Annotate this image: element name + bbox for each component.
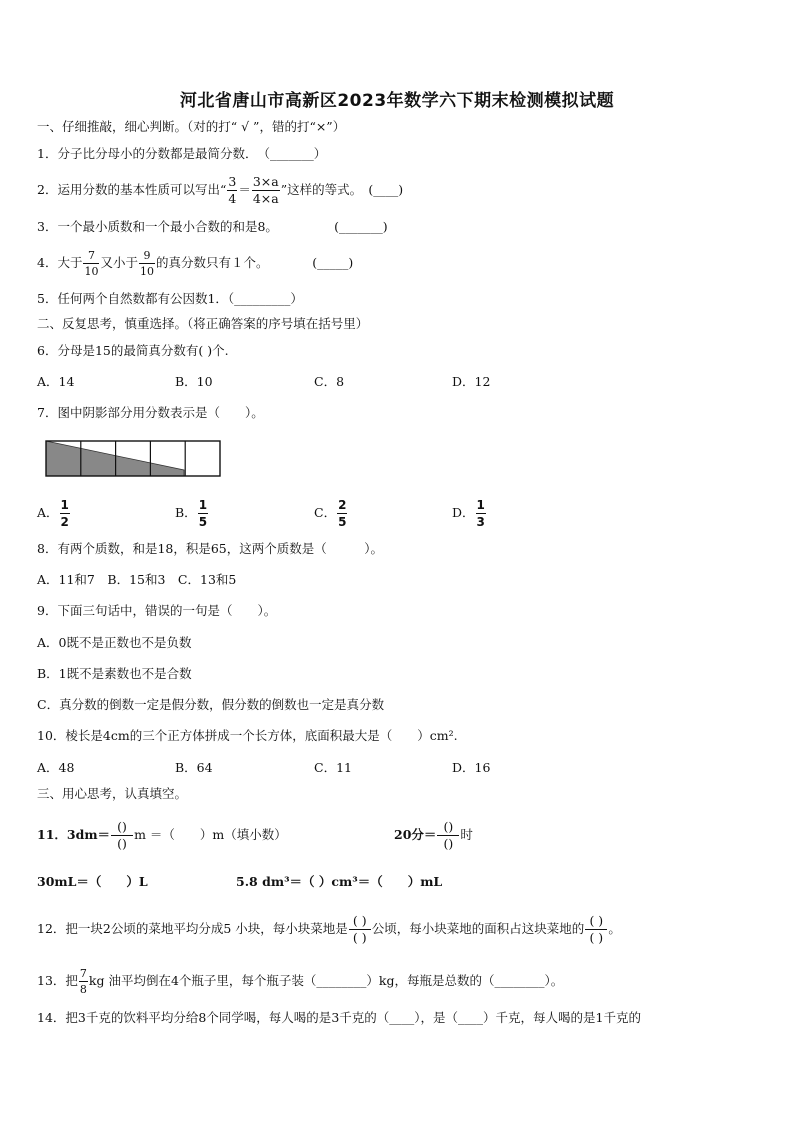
q9-option-b: B．1既不是素数也不是合数	[37, 666, 192, 681]
blank-fraction: $\frac{( )}{( )}$	[585, 915, 607, 945]
fraction-7-10: $\frac{7}{10}$	[84, 249, 99, 278]
fraction-7-8: $\frac{7}{8}$	[79, 967, 87, 996]
question-5: 5．任何两个自然数都有公因数1．（_________）	[37, 291, 303, 306]
question-13: 13．把 $\frac{7}{8}$ kg 油平均倒在4个瓶子里，每个瓶子装（________）kg，每瓶是总数的（________）。	[37, 967, 564, 996]
fraction-3a-4a: $\frac{3\times a}{4\times a}$	[252, 173, 279, 206]
question-12: 12．把一块2公顷的菜地平均分成5 小块，每小块菜地是 $\frac{( )}{( )}$ 公顷，每小块菜地的面积占这块菜地的 $\frac{( )}{( )}$ 。	[37, 912, 621, 945]
question-14: 14．把3千克的饮料平均分给8个同学喝，每人喝的是3千克的（____），是（____）千克，每人喝的是1千克的	[37, 1010, 641, 1025]
question-9: 9．下面三句话中，错误的一句是（ ）。	[37, 603, 277, 618]
q10-option-d: D．16	[452, 760, 491, 775]
section1-heading: 一、仔细推敲，细心判断。（对的打“ √ ”，错的打“×”）	[37, 119, 346, 134]
question-11-volume: 30mL＝（ ）L	[37, 874, 148, 889]
q6-option-b: B．10	[175, 374, 213, 389]
q10-option-a: A．48	[37, 760, 75, 775]
question-4: 4．大于 $\frac{7}{10}$ 又小于 $\frac{9}{10}$ 的真分数只有１个。 (_____)	[37, 249, 354, 278]
q7-option-c: C． $\frac{2}{5}$	[314, 498, 347, 529]
question-11-right: 20分＝ $\frac{()}{()}$ 时	[394, 818, 473, 851]
question-1: 1．分子比分母小的分数都是最简分数． （_______）	[37, 146, 327, 161]
q6-option-a: A．14	[37, 374, 75, 389]
q9-option-a: A．0既不是正数也不是负数	[37, 635, 192, 650]
q8-options: A．11和7 B．15和3 C．13和5	[37, 572, 237, 587]
q10-option-b: B．64	[175, 760, 213, 775]
q7-option-d: D． $\frac{1}{3}$	[452, 498, 485, 529]
q7-option-b: B． $\frac{1}{5}$	[175, 498, 208, 529]
q9-option-c: C．真分数的倒数一定是假分数，假分数的倒数也一定是真分数	[37, 697, 385, 712]
section3-heading: 三、用心思考，认真填空。	[37, 786, 188, 801]
fraction-9-10: $\frac{9}{10}$	[139, 249, 154, 278]
question-6: 6．分母是15的最简真分数有( )个.	[37, 343, 229, 358]
page-title: 河北省唐山市高新区2023年数学六下期末检测模拟试题	[179, 91, 615, 111]
question-7: 7．图中阴影部分用分数表示是（ ）。	[37, 405, 264, 420]
question-10: 10．棱长是4cm的三个正方体拼成一个长方体，底面积最大是（ ）cm².	[37, 728, 458, 743]
question-3: 3．一个最小质数和一个最小合数的和是8。 (_______)	[37, 219, 388, 234]
section2-heading: 二、反复思考，慎重选择。（将正确答案的序号填在括号里）	[37, 316, 369, 331]
question-8: 8．有两个质数，和是18，积是65，这两个质数是（ ）。	[37, 541, 384, 556]
q10-option-c: C．11	[314, 760, 352, 775]
question-11-volume-right: 5.8 dm³＝（ ）cm³＝（ ）mL	[236, 874, 443, 889]
blank-fraction: $\frac{( )}{( )}$	[349, 915, 371, 945]
fraction-3-4: $\frac{3}{4}$	[228, 173, 237, 206]
q6-option-c: C．8	[314, 374, 345, 389]
blank-fraction: $\frac{()}{()}$	[437, 821, 459, 851]
question-2: 2．运用分数的基本性质可以写出“ $\frac{3}{4}$ ＝ $\frac{3\times a}{4\times a}$ ”这样的等式。 (____)	[37, 173, 404, 206]
blank-fraction: $\frac{()}{()}$	[111, 821, 133, 851]
q6-option-d: D．12	[452, 374, 491, 389]
question-11: 11．3dm＝ $\frac{()}{()}$ m ＝（ ）m（填小数）	[37, 818, 287, 851]
shaded-rectangle-figure	[45, 440, 221, 477]
q7-option-a: A． $\frac{1}{2}$	[37, 498, 69, 529]
